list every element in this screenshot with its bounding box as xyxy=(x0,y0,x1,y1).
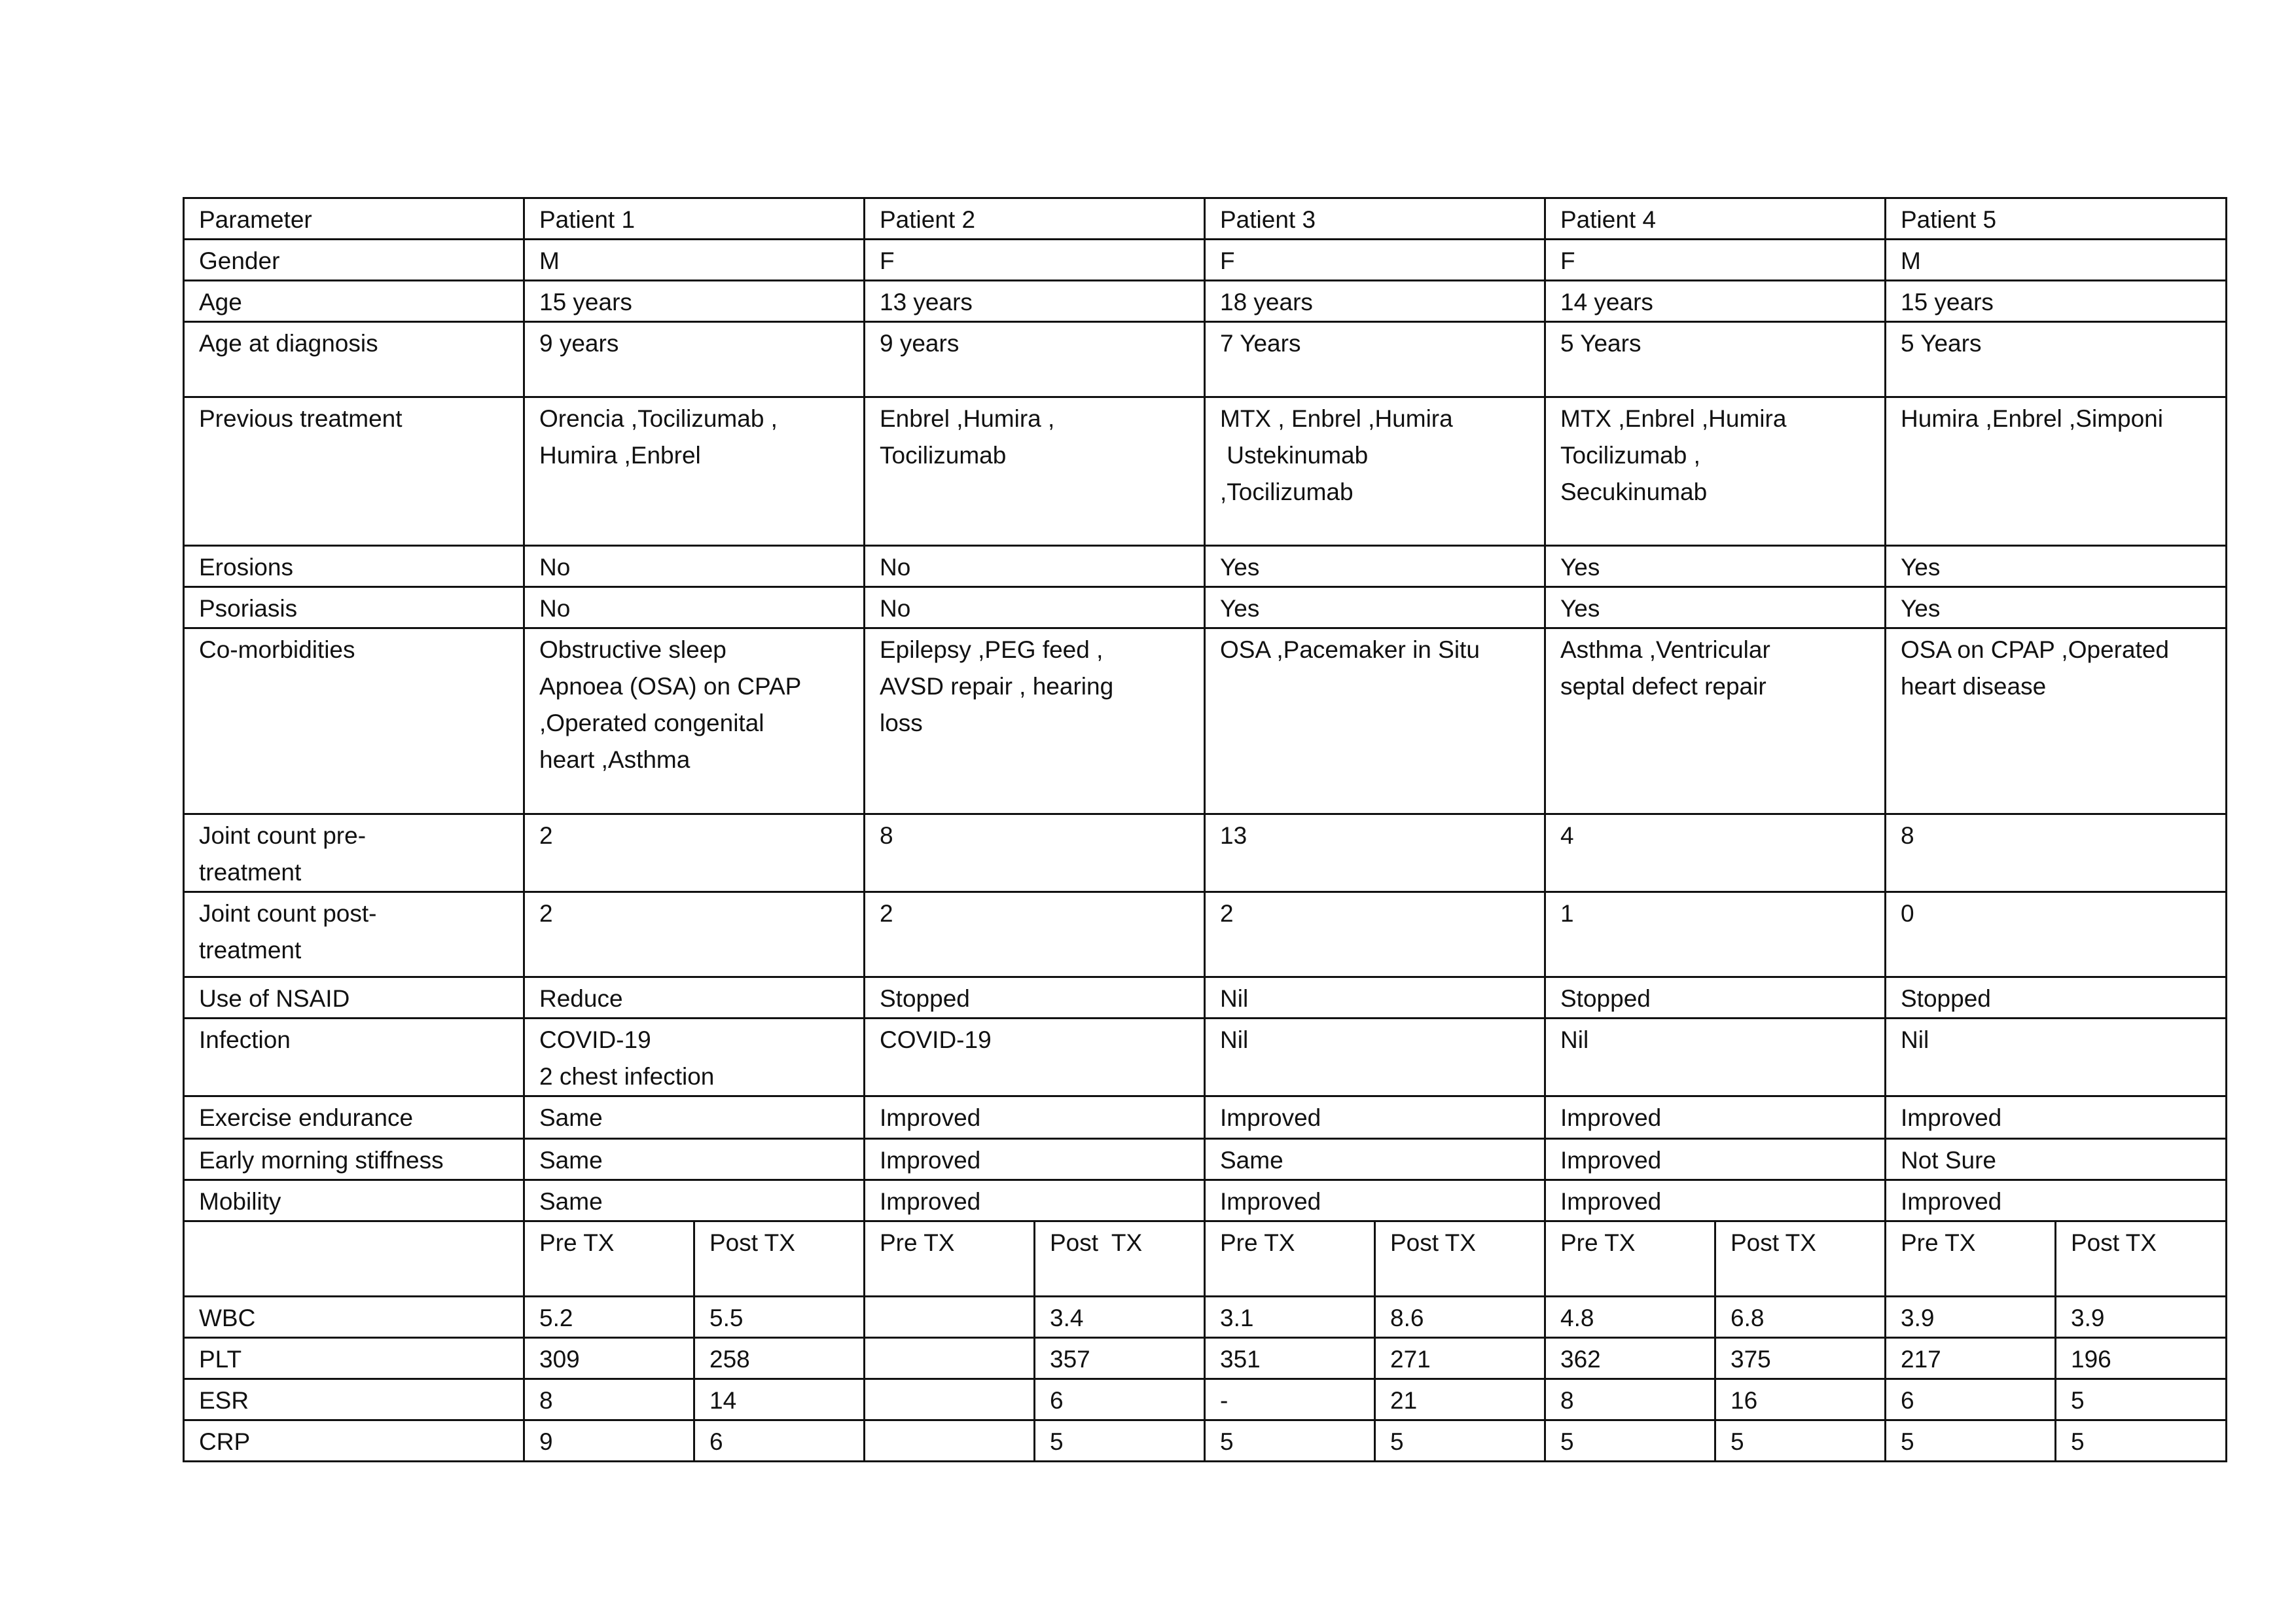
lab-value xyxy=(865,1297,1035,1338)
header-patient-2: Patient 2 xyxy=(865,198,1205,240)
cell-patient-5: Improved xyxy=(1886,1096,2227,1139)
cell-patient-1: COVID-19 2 chest infection xyxy=(524,1019,865,1096)
cell-patient-5: Nil xyxy=(1886,1019,2227,1096)
lab-value: 5 xyxy=(1545,1420,1715,1462)
lab-value: 6 xyxy=(1035,1379,1205,1420)
lab-row xyxy=(184,1379,2227,1420)
lab-value: 8 xyxy=(524,1379,694,1420)
cell-patient-4: Stopped xyxy=(1545,977,1886,1019)
cell-patient-5: 15 years xyxy=(1886,281,2227,322)
cell-patient-1: Orencia ,Tocilizumab , Humira ,Enbrel xyxy=(524,397,865,546)
lab-value xyxy=(865,1420,1035,1462)
lab-value: 5 xyxy=(1715,1420,1886,1462)
cell-patient-3: Improved xyxy=(1205,1096,1545,1139)
lab-subheader: Pre TX xyxy=(524,1221,694,1297)
lab-value: 6.8 xyxy=(1715,1297,1886,1338)
cell-patient-4: Asthma ,Ventricular septal defect repair xyxy=(1545,628,1886,814)
table-row xyxy=(184,322,2227,397)
cell-patient-1: 15 years xyxy=(524,281,865,322)
lab-value: 362 xyxy=(1545,1338,1715,1379)
cell-patient-2: COVID-19 xyxy=(865,1019,1205,1096)
cell-patient-4: 5 Years xyxy=(1545,322,1886,397)
row-label: Exercise endurance xyxy=(184,1096,524,1139)
row-label: Joint count post- treatment xyxy=(184,892,524,977)
table-row xyxy=(184,546,2227,587)
cell-patient-5: M xyxy=(1886,240,2227,281)
cell-patient-2: Improved xyxy=(865,1180,1205,1221)
lab-subheader: Pre TX xyxy=(1886,1221,2056,1297)
row-label: Gender xyxy=(184,240,524,281)
lab-value: 6 xyxy=(1886,1379,2056,1420)
lab-row xyxy=(184,1297,2227,1338)
lab-value: 14 xyxy=(694,1379,865,1420)
cell-patient-1: Obstructive sleep Apnoea (OSA) on CPAP ,Operated congenital heart ,Asthma xyxy=(524,628,865,814)
cell-patient-4: 4 xyxy=(1545,814,1886,892)
cell-patient-3: Improved xyxy=(1205,1180,1545,1221)
cell-patient-5: Yes xyxy=(1886,587,2227,628)
lab-value: 5 xyxy=(1035,1420,1205,1462)
row-label: PLT xyxy=(184,1338,524,1379)
cell-patient-1: Same xyxy=(524,1139,865,1180)
cell-patient-3: Nil xyxy=(1205,1019,1545,1096)
cell-patient-2: Enbrel ,Humira , Tocilizumab xyxy=(865,397,1205,546)
lab-subheader: Pre TX xyxy=(1545,1221,1715,1297)
cell-patient-3: Yes xyxy=(1205,546,1545,587)
row-label: Infection xyxy=(184,1019,524,1096)
cell-patient-4: MTX ,Enbrel ,Humira Tocilizumab , Secukinumab xyxy=(1545,397,1886,546)
cell-patient-5: 5 Years xyxy=(1886,322,2227,397)
cell-patient-5: Yes xyxy=(1886,546,2227,587)
cell-patient-3: 13 xyxy=(1205,814,1545,892)
table-row xyxy=(184,397,2227,546)
cell-patient-1: 9 years xyxy=(524,322,865,397)
cell-patient-2: No xyxy=(865,587,1205,628)
cell-patient-1: M xyxy=(524,240,865,281)
cell-patient-2: F xyxy=(865,240,1205,281)
lab-subheader: Post TX xyxy=(1375,1221,1545,1297)
row-label: WBC xyxy=(184,1297,524,1338)
lab-row xyxy=(184,1338,2227,1379)
header-parameter: Parameter xyxy=(184,198,524,240)
lab-value: 375 xyxy=(1715,1338,1886,1379)
lab-subheader: Pre TX xyxy=(865,1221,1035,1297)
lab-value: 16 xyxy=(1715,1379,1886,1420)
cell-patient-1: 2 xyxy=(524,892,865,977)
lab-value: 5 xyxy=(1375,1420,1545,1462)
cell-patient-1: Same xyxy=(524,1096,865,1139)
lab-value: 3.9 xyxy=(2056,1297,2227,1338)
cell-patient-1: Reduce xyxy=(524,977,865,1019)
header-row xyxy=(184,198,2227,240)
lab-value: 357 xyxy=(1035,1338,1205,1379)
cell-patient-1: No xyxy=(524,587,865,628)
row-label: CRP xyxy=(184,1420,524,1462)
row-label: Mobility xyxy=(184,1180,524,1221)
cell-patient-4: Improved xyxy=(1545,1139,1886,1180)
table-row xyxy=(184,1139,2227,1180)
table-row xyxy=(184,281,2227,322)
cell-patient-4: Nil xyxy=(1545,1019,1886,1096)
lab-value: 3.4 xyxy=(1035,1297,1205,1338)
lab-value: - xyxy=(1205,1379,1375,1420)
row-label: Psoriasis xyxy=(184,587,524,628)
lab-value: 3.1 xyxy=(1205,1297,1375,1338)
table-row xyxy=(184,1019,2227,1096)
lab-value: 21 xyxy=(1375,1379,1545,1420)
cell-patient-5: Not Sure xyxy=(1886,1139,2227,1180)
lab-value: 258 xyxy=(694,1338,865,1379)
row-label: Previous treatment xyxy=(184,397,524,546)
lab-subheader: Post TX xyxy=(1715,1221,1886,1297)
lab-value: 5 xyxy=(2056,1379,2227,1420)
lab-subheader: Post TX xyxy=(1035,1221,1205,1297)
lab-header-row xyxy=(184,1221,2227,1297)
cell-patient-2: 9 years xyxy=(865,322,1205,397)
cell-patient-3: F xyxy=(1205,240,1545,281)
row-label: Age xyxy=(184,281,524,322)
lab-value: 4.8 xyxy=(1545,1297,1715,1338)
table-row xyxy=(184,587,2227,628)
lab-value: 217 xyxy=(1886,1338,2056,1379)
cell-patient-2: Improved xyxy=(865,1139,1205,1180)
table-row xyxy=(184,892,2227,977)
cell-patient-1: 2 xyxy=(524,814,865,892)
cell-patient-3: 7 Years xyxy=(1205,322,1545,397)
cell-patient-4: Improved xyxy=(1545,1096,1886,1139)
table-row xyxy=(184,1180,2227,1221)
cell-patient-3: MTX , Enbrel ,Humira Ustekinumab ,Tocilizumab xyxy=(1205,397,1545,546)
cell-patient-4: Improved xyxy=(1545,1180,1886,1221)
cell-patient-3: 18 years xyxy=(1205,281,1545,322)
lab-value: 3.9 xyxy=(1886,1297,2056,1338)
row-label: ESR xyxy=(184,1379,524,1420)
cell-patient-5: 8 xyxy=(1886,814,2227,892)
cell-patient-4: 1 xyxy=(1545,892,1886,977)
header-patient-1: Patient 1 xyxy=(524,198,865,240)
cell-patient-4: F xyxy=(1545,240,1886,281)
table-row xyxy=(184,977,2227,1019)
lab-value: 351 xyxy=(1205,1338,1375,1379)
lab-subheader: Post TX xyxy=(2056,1221,2227,1297)
cell-patient-5: Improved xyxy=(1886,1180,2227,1221)
cell-patient-2: Epilepsy ,PEG feed , AVSD repair , hearing loss xyxy=(865,628,1205,814)
cell-patient-5: Humira ,Enbrel ,Simponi xyxy=(1886,397,2227,546)
cell-patient-3: Same xyxy=(1205,1139,1545,1180)
patient-parameters-table xyxy=(183,197,2227,1462)
cell-patient-4: Yes xyxy=(1545,546,1886,587)
cell-patient-3: OSA ,Pacemaker in Situ xyxy=(1205,628,1545,814)
cell-patient-2: Stopped xyxy=(865,977,1205,1019)
row-label-empty xyxy=(184,1221,524,1297)
header-patient-5: Patient 5 xyxy=(1886,198,2227,240)
lab-subheader: Post TX xyxy=(694,1221,865,1297)
lab-value: 5 xyxy=(1886,1420,2056,1462)
lab-value: 6 xyxy=(694,1420,865,1462)
header-patient-3: Patient 3 xyxy=(1205,198,1545,240)
lab-value xyxy=(865,1338,1035,1379)
lab-subheader: Pre TX xyxy=(1205,1221,1375,1297)
row-label: Erosions xyxy=(184,546,524,587)
cell-patient-3: Yes xyxy=(1205,587,1545,628)
lab-value: 5 xyxy=(2056,1420,2227,1462)
lab-value: 5 xyxy=(1205,1420,1375,1462)
cell-patient-2: Improved xyxy=(865,1096,1205,1139)
lab-value: 309 xyxy=(524,1338,694,1379)
cell-patient-5: 0 xyxy=(1886,892,2227,977)
lab-value xyxy=(865,1379,1035,1420)
row-label: Use of NSAID xyxy=(184,977,524,1019)
lab-value: 271 xyxy=(1375,1338,1545,1379)
lab-value: 8.6 xyxy=(1375,1297,1545,1338)
cell-patient-3: Nil xyxy=(1205,977,1545,1019)
row-label: Joint count pre- treatment xyxy=(184,814,524,892)
lab-value: 5.5 xyxy=(694,1297,865,1338)
lab-value: 196 xyxy=(2056,1338,2227,1379)
row-label: Early morning stiffness xyxy=(184,1139,524,1180)
header-patient-4: Patient 4 xyxy=(1545,198,1886,240)
lab-row xyxy=(184,1420,2227,1462)
lab-value: 8 xyxy=(1545,1379,1715,1420)
cell-patient-2: 8 xyxy=(865,814,1205,892)
cell-patient-2: No xyxy=(865,546,1205,587)
table-row xyxy=(184,628,2227,814)
cell-patient-2: 2 xyxy=(865,892,1205,977)
cell-patient-1: Same xyxy=(524,1180,865,1221)
cell-patient-5: OSA on CPAP ,Operated heart disease xyxy=(1886,628,2227,814)
row-label: Co-morbidities xyxy=(184,628,524,814)
cell-patient-2: 13 years xyxy=(865,281,1205,322)
table-row xyxy=(184,240,2227,281)
cell-patient-4: Yes xyxy=(1545,587,1886,628)
lab-value: 9 xyxy=(524,1420,694,1462)
cell-patient-3: 2 xyxy=(1205,892,1545,977)
cell-patient-1: No xyxy=(524,546,865,587)
cell-patient-4: 14 years xyxy=(1545,281,1886,322)
table-row xyxy=(184,1096,2227,1139)
row-label: Age at diagnosis xyxy=(184,322,524,397)
table-row xyxy=(184,814,2227,892)
lab-value: 5.2 xyxy=(524,1297,694,1338)
cell-patient-5: Stopped xyxy=(1886,977,2227,1019)
